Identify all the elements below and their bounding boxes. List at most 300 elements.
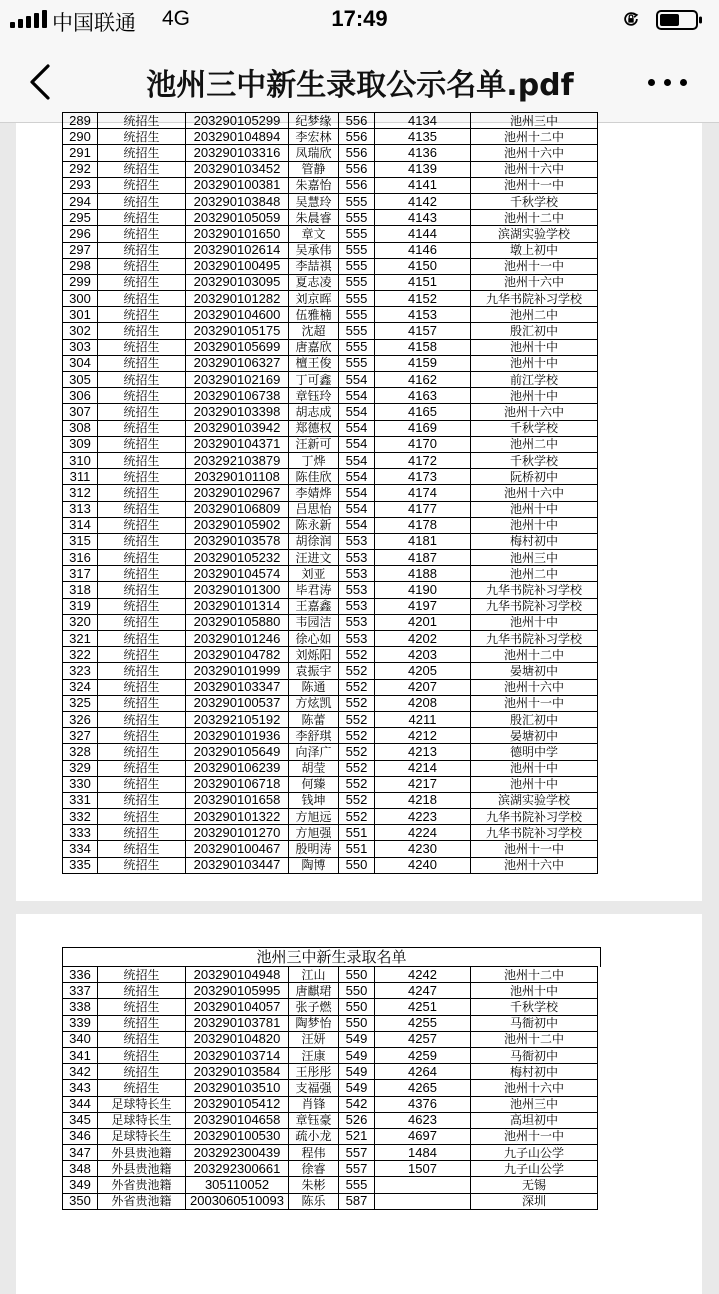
table-cell: 统招生	[98, 566, 186, 582]
table-cell: 统招生	[98, 420, 186, 436]
table-row	[63, 728, 598, 744]
table-cell: 陈佳欣	[289, 469, 339, 485]
table-row	[63, 825, 598, 841]
table-cell: 555	[339, 355, 375, 371]
table-cell: 统招生	[98, 193, 186, 209]
table-cell: 304	[63, 355, 98, 371]
table-cell: 向泽广	[289, 744, 339, 760]
table-cell: 胡徐润	[289, 533, 339, 549]
table-cell: 刘亚	[289, 566, 339, 582]
table-cell: 晏塘初中	[471, 728, 598, 744]
table-cell: 4172	[375, 452, 471, 468]
table-cell: 朱彬	[289, 1177, 339, 1193]
table-cell: 统招生	[98, 145, 186, 161]
table-cell: 340	[63, 1031, 98, 1047]
table-cell: 池州二中	[471, 307, 598, 323]
table-cell: 李喆祺	[289, 258, 339, 274]
table-cell: 4217	[375, 776, 471, 792]
table-row	[63, 1161, 598, 1177]
table-cell: 203290104574	[186, 566, 289, 582]
table-cell: 池州三中	[471, 1096, 598, 1112]
table-cell: 统招生	[98, 631, 186, 647]
table-cell: 350	[63, 1193, 98, 1209]
table-cell: 203290104948	[186, 967, 289, 983]
table-cell: 统招生	[98, 307, 186, 323]
table-row	[63, 1015, 598, 1031]
table-cell: 203290103447	[186, 857, 289, 873]
table-cell: 4165	[375, 404, 471, 420]
table-cell: 203290101314	[186, 598, 289, 614]
table-cell: 4150	[375, 258, 471, 274]
table-cell: 311	[63, 469, 98, 485]
table-row	[63, 809, 598, 825]
table-cell: 203290102967	[186, 485, 289, 501]
table-cell: 池州十一中	[471, 841, 598, 857]
table-cell: 555	[339, 307, 375, 323]
table-cell: 550	[339, 999, 375, 1015]
table-cell: 方炫凯	[289, 695, 339, 711]
table-cell: 549	[339, 1047, 375, 1063]
table-row	[63, 967, 598, 983]
table-cell: 池州十中	[471, 760, 598, 776]
table-cell: 555	[339, 210, 375, 226]
table-row	[63, 113, 598, 129]
table-cell: 553	[339, 566, 375, 582]
table-cell: 4230	[375, 841, 471, 857]
table-cell: 338	[63, 999, 98, 1015]
table-cell: 章钰豪	[289, 1112, 339, 1128]
table-cell: 303	[63, 339, 98, 355]
table-cell: 4174	[375, 485, 471, 501]
table-cell: 549	[339, 1064, 375, 1080]
table-cell: 550	[339, 983, 375, 999]
table-row	[63, 533, 598, 549]
table-cell: 4223	[375, 809, 471, 825]
table-cell: 统招生	[98, 388, 186, 404]
table-cell: 外省贵池籍	[98, 1177, 186, 1193]
table-cell: 550	[339, 967, 375, 983]
table-cell: 统招生	[98, 550, 186, 566]
table-row	[63, 436, 598, 452]
table-cell: 555	[339, 242, 375, 258]
table-cell: 203290101108	[186, 469, 289, 485]
table-cell: 332	[63, 809, 98, 825]
table-cell: 203290103942	[186, 420, 289, 436]
table-cell: 统招生	[98, 841, 186, 857]
table-cell: 4257	[375, 1031, 471, 1047]
table-row	[63, 760, 598, 776]
network-type: 4G	[162, 7, 191, 30]
table-cell: 统招生	[98, 776, 186, 792]
table-row	[63, 663, 598, 679]
table-cell: 203290105902	[186, 517, 289, 533]
table-row	[63, 1080, 598, 1096]
table-cell: 凤瑞欣	[289, 145, 339, 161]
table-cell: 203290101936	[186, 728, 289, 744]
table-cell: 297	[63, 242, 98, 258]
table-cell: 553	[339, 598, 375, 614]
table-cell: 203290100467	[186, 841, 289, 857]
table-cell: 4188	[375, 566, 471, 582]
table-cell: 4139	[375, 161, 471, 177]
table-cell: 555	[339, 193, 375, 209]
table-cell: 章文	[289, 226, 339, 242]
admission-table-page-1	[62, 112, 598, 874]
table-cell: 池州十二中	[471, 967, 598, 983]
table-row	[63, 177, 598, 193]
table-cell: 203290103347	[186, 679, 289, 695]
table-cell: 203290104371	[186, 436, 289, 452]
table-cell: 4202	[375, 631, 471, 647]
table-row	[63, 647, 598, 663]
table-cell: 统招生	[98, 452, 186, 468]
table-cell: 550	[339, 857, 375, 873]
table-cell: 千秋学校	[471, 193, 598, 209]
table-cell: 统招生	[98, 517, 186, 533]
table-row	[63, 1047, 598, 1063]
table-cell: 李宏林	[289, 129, 339, 145]
table-cell: 555	[339, 339, 375, 355]
table-cell: 统招生	[98, 404, 186, 420]
table-cell: 549	[339, 1031, 375, 1047]
table-cell: 4203	[375, 647, 471, 663]
table-cell: 4170	[375, 436, 471, 452]
table-cell: 统招生	[98, 258, 186, 274]
table-cell: 554	[339, 517, 375, 533]
table-row	[63, 501, 598, 517]
table-cell: 316	[63, 550, 98, 566]
table-cell: 557	[339, 1145, 375, 1161]
table-cell: 4218	[375, 792, 471, 808]
table-cell: 4177	[375, 501, 471, 517]
table-cell: 295	[63, 210, 98, 226]
table-cell: 王嘉鑫	[289, 598, 339, 614]
table-row	[63, 792, 598, 808]
table-cell: 汪新可	[289, 436, 339, 452]
table-cell: 陈永新	[289, 517, 339, 533]
table-cell: 203290101322	[186, 809, 289, 825]
table-cell: 306	[63, 388, 98, 404]
table-cell: 521	[339, 1128, 375, 1144]
table-cell: 203290101246	[186, 631, 289, 647]
table-cell: 丁烨	[289, 452, 339, 468]
table-cell: 552	[339, 695, 375, 711]
table-cell: 307	[63, 404, 98, 420]
table-cell: 203290103316	[186, 145, 289, 161]
table-cell: 294	[63, 193, 98, 209]
table-cell: 无锡	[471, 1177, 598, 1193]
table-cell: 池州十一中	[471, 177, 598, 193]
table-cell	[375, 1193, 471, 1209]
table-cell: 支福强	[289, 1080, 339, 1096]
table-cell: 管静	[289, 161, 339, 177]
table-cell: 夏志凌	[289, 274, 339, 290]
table-cell: 555	[339, 323, 375, 339]
table-cell: 殷汇初中	[471, 323, 598, 339]
table-cell: 池州十中	[471, 355, 598, 371]
table-cell: 203290103510	[186, 1080, 289, 1096]
table-cell: 289	[63, 113, 98, 129]
table-cell: 553	[339, 631, 375, 647]
table-cell: 4264	[375, 1064, 471, 1080]
table-cell: 前江学校	[471, 372, 598, 388]
table-cell: 4153	[375, 307, 471, 323]
table-cell: 统招生	[98, 598, 186, 614]
table-cell: 542	[339, 1096, 375, 1112]
table-cell: 203290103452	[186, 161, 289, 177]
table-row	[63, 999, 598, 1015]
table-cell: 墩上初中	[471, 242, 598, 258]
table-cell: 4142	[375, 193, 471, 209]
table-cell: 统招生	[98, 647, 186, 663]
table-cell: 203290103781	[186, 1015, 289, 1031]
table-cell: 统招生	[98, 355, 186, 371]
table-cell: 李婧烨	[289, 485, 339, 501]
table-cell: 4163	[375, 388, 471, 404]
table-row	[63, 598, 598, 614]
table-cell: 554	[339, 420, 375, 436]
table-cell: 池州十一中	[471, 695, 598, 711]
table-row	[63, 452, 598, 468]
table-cell: 池州十中	[471, 776, 598, 792]
table-cell: 323	[63, 663, 98, 679]
table-cell: 池州十六中	[471, 404, 598, 420]
table-cell: 唐麒珺	[289, 983, 339, 999]
table-cell: 梅村初中	[471, 533, 598, 549]
table-cell: 4224	[375, 825, 471, 841]
table-cell: 203290105880	[186, 614, 289, 630]
table-cell: 203290100381	[186, 177, 289, 193]
table-cell: 203290103714	[186, 1047, 289, 1063]
table-cell: 4697	[375, 1128, 471, 1144]
table-cell: 九华书院补习学校	[471, 291, 598, 307]
table-cell: 统招生	[98, 825, 186, 841]
table-cell: 4159	[375, 355, 471, 371]
table-cell: 554	[339, 485, 375, 501]
table-cell: 321	[63, 631, 98, 647]
table-cell: 203290104600	[186, 307, 289, 323]
table-cell: 统招生	[98, 469, 186, 485]
table-cell: 池州二中	[471, 436, 598, 452]
table-cell: 552	[339, 776, 375, 792]
table-cell: 王彤彤	[289, 1064, 339, 1080]
table-row	[63, 323, 598, 339]
table-cell: 551	[339, 825, 375, 841]
table-cell: 553	[339, 550, 375, 566]
carrier-name: 中国联通	[52, 12, 136, 35]
table-cell: 毕君涛	[289, 582, 339, 598]
table-cell: 马衙初中	[471, 1015, 598, 1031]
table-cell: 池州十中	[471, 501, 598, 517]
table-cell: 556	[339, 145, 375, 161]
table-cell: 统招生	[98, 323, 186, 339]
table-cell: 203290101999	[186, 663, 289, 679]
table-cell: 290	[63, 129, 98, 145]
table-cell: 纪梦缘	[289, 113, 339, 129]
table-cell: 325	[63, 695, 98, 711]
table-cell: 胡莹	[289, 760, 339, 776]
table-cell: 疏小龙	[289, 1128, 339, 1144]
table-cell: 程伟	[289, 1145, 339, 1161]
table-cell: 343	[63, 1080, 98, 1096]
table-cell: 344	[63, 1096, 98, 1112]
table-cell: 1484	[375, 1145, 471, 1161]
table-cell: 203290103584	[186, 1064, 289, 1080]
table-cell: 池州二中	[471, 566, 598, 582]
table-cell: 292	[63, 161, 98, 177]
table-cell: 刘烁阳	[289, 647, 339, 663]
back-icon[interactable]	[26, 62, 56, 102]
table-row	[63, 404, 598, 420]
table-cell: 4173	[375, 469, 471, 485]
table-cell: 统招生	[98, 436, 186, 452]
table-row	[63, 857, 598, 873]
table-cell: 203290105175	[186, 323, 289, 339]
status-bar	[0, 0, 719, 40]
table-cell: 4190	[375, 582, 471, 598]
table-cell: 统招生	[98, 760, 186, 776]
table-cell: 池州十六中	[471, 679, 598, 695]
table-cell: 4141	[375, 177, 471, 193]
table-cell: 刘京晖	[289, 291, 339, 307]
table-cell: 统招生	[98, 1031, 186, 1047]
table-cell: 553	[339, 533, 375, 549]
table-cell: 203290101300	[186, 582, 289, 598]
table-cell: 方旭远	[289, 809, 339, 825]
table-cell: 308	[63, 420, 98, 436]
table-cell: 4143	[375, 210, 471, 226]
table-cell: 299	[63, 274, 98, 290]
table-cell: 203290101270	[186, 825, 289, 841]
table-cell: 朱嘉怡	[289, 177, 339, 193]
table-cell: 4213	[375, 744, 471, 760]
table-cell: 4242	[375, 967, 471, 983]
table-cell: 4146	[375, 242, 471, 258]
table-cell: 203290104658	[186, 1112, 289, 1128]
table-row	[63, 1145, 598, 1161]
table-cell: 统招生	[98, 582, 186, 598]
table-cell: 汪康	[289, 1047, 339, 1063]
table-cell: 晏塘初中	[471, 663, 598, 679]
table-cell: 唐嘉欣	[289, 339, 339, 355]
battery-icon	[656, 10, 704, 30]
table-cell: 殷汇初中	[471, 711, 598, 727]
table-cell: 池州十六中	[471, 485, 598, 501]
table-cell: 327	[63, 728, 98, 744]
table-cell: 203290100537	[186, 695, 289, 711]
table-cell: 九华书院补习学校	[471, 631, 598, 647]
table-cell: 203290106738	[186, 388, 289, 404]
table-cell: 552	[339, 792, 375, 808]
table-cell: 池州十中	[471, 388, 598, 404]
table-cell: 千秋学校	[471, 999, 598, 1015]
table-cell: 203292300661	[186, 1161, 289, 1177]
table-cell: 阮桥初中	[471, 469, 598, 485]
navigation-bar	[0, 40, 719, 123]
table-cell: 陶梦怡	[289, 1015, 339, 1031]
table-cell: 302	[63, 323, 98, 339]
table-cell: 335	[63, 857, 98, 873]
table-cell: 4144	[375, 226, 471, 242]
table-cell: 池州十中	[471, 614, 598, 630]
table-cell: 203290102169	[186, 372, 289, 388]
table-cell: 丁可鑫	[289, 372, 339, 388]
table-cell: 553	[339, 614, 375, 630]
table-cell: 550	[339, 1015, 375, 1031]
table-cell: 肖锋	[289, 1096, 339, 1112]
table-cell: 203290104820	[186, 1031, 289, 1047]
table-cell: 556	[339, 113, 375, 129]
status-time: 17:49	[331, 6, 388, 31]
table-cell: 统招生	[98, 372, 186, 388]
table-cell: 统招生	[98, 744, 186, 760]
table-cell: 4623	[375, 1112, 471, 1128]
admission-table-page-2	[62, 966, 598, 1210]
table-cell: 伍雅楠	[289, 307, 339, 323]
table-cell: 551	[339, 841, 375, 857]
table-cell: 吕思怡	[289, 501, 339, 517]
more-options-icon[interactable]	[640, 62, 696, 102]
table-cell: 池州十六中	[471, 857, 598, 873]
table-cell: 203290106239	[186, 760, 289, 776]
table-cell: 统招生	[98, 1015, 186, 1031]
table-cell: 328	[63, 744, 98, 760]
table-cell: 4181	[375, 533, 471, 549]
table-cell: 4152	[375, 291, 471, 307]
table-cell: 檀王俊	[289, 355, 339, 371]
table-cell: 293	[63, 177, 98, 193]
table-cell: 291	[63, 145, 98, 161]
table-cell: 池州十中	[471, 517, 598, 533]
table-cell: 203290101658	[186, 792, 289, 808]
table-cell: 4208	[375, 695, 471, 711]
table-cell: 外县贵池籍	[98, 1161, 186, 1177]
pdf-page-1	[16, 112, 702, 901]
table-cell: 554	[339, 501, 375, 517]
table-cell: 203290104894	[186, 129, 289, 145]
table-cell: 554	[339, 436, 375, 452]
table-cell: 4197	[375, 598, 471, 614]
table-cell: 334	[63, 841, 98, 857]
table-row	[63, 129, 598, 145]
table-cell: 203290103095	[186, 274, 289, 290]
table-cell: 汪妍	[289, 1031, 339, 1047]
table-cell: 4158	[375, 339, 471, 355]
table-cell: 203292300439	[186, 1145, 289, 1161]
table-row	[63, 226, 598, 242]
table-cell: 203290100495	[186, 258, 289, 274]
table-cell: 4265	[375, 1080, 471, 1096]
table-row	[63, 355, 598, 371]
table-cell: 4251	[375, 999, 471, 1015]
table-cell: 310	[63, 452, 98, 468]
table-cell: 4247	[375, 983, 471, 999]
table-cell: 池州十六中	[471, 1080, 598, 1096]
table-cell: 552	[339, 663, 375, 679]
table-cell: 1507	[375, 1161, 471, 1177]
table-row	[63, 983, 598, 999]
table-cell: 326	[63, 711, 98, 727]
table-cell: 552	[339, 809, 375, 825]
table-cell: 统招生	[98, 695, 186, 711]
table-cell: 郑德权	[289, 420, 339, 436]
table-cell: 统招生	[98, 1080, 186, 1096]
table-cell: 外县贵池籍	[98, 1145, 186, 1161]
table-cell: 九华书院补习学校	[471, 809, 598, 825]
table-cell: 江山	[289, 967, 339, 983]
table-cell: 203290106327	[186, 355, 289, 371]
table-cell: 陶博	[289, 857, 339, 873]
